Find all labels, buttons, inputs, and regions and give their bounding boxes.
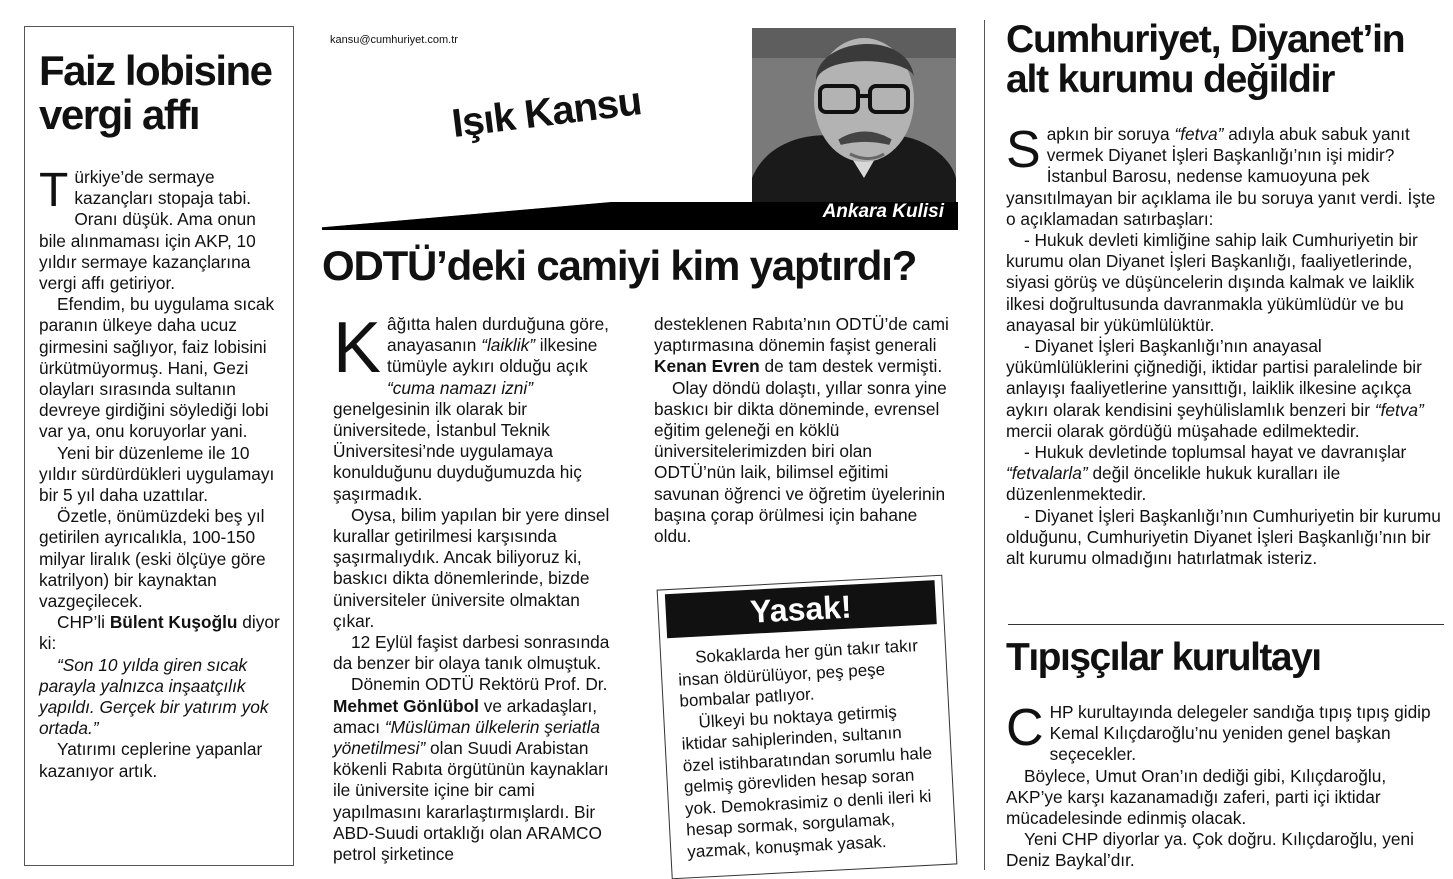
- paragraph-text: ilkesine tümüyle aykırı olduğu açık: [387, 335, 598, 377]
- paragraph-text: mercii olarak gördüğü müşahade edilmektedir.: [1006, 420, 1360, 441]
- paragraph-text: olan Suudi Arabistan kökenli Rabıta örgütünün kaynakları ile üniversite içine bir cami yapılmasını kararlaştırmışlardı. Bir ABD-Suudi ortaklığı olan ARAMCO petrol şirketince: [333, 738, 609, 865]
- paragraph-text: ve arkadaşları, amacı: [333, 695, 598, 737]
- main-article-column-1: [333, 308, 621, 865]
- column-header: [322, 28, 958, 230]
- left-column-box: [24, 26, 294, 866]
- paragraph: [1006, 336, 1444, 442]
- person-name: Mehmet Gönlübol: [333, 695, 479, 716]
- author-name: Işık Kansu: [449, 79, 644, 147]
- paragraph-text: desteklenen Rabıta’nın ODTÜ’de cami yaptırmasına dönemin faşist generali: [654, 314, 949, 356]
- paragraph-text: değil öncelikle hukuk kuralları ile düzenlenmektedir.: [1006, 463, 1341, 505]
- paragraph: [1006, 121, 1444, 179]
- paragraph: İstanbul Barosu, nedense kamuoyuna pek yansıtılmayan bir açıklama ile bu soruya yanıt verdi. İşte o açıklamadan satırbaşları:: [1006, 166, 1436, 229]
- drop-cap: S: [1006, 121, 1041, 179]
- paragraph-text: CHP’li: [57, 612, 110, 633]
- right-article-body: [1006, 121, 1444, 569]
- sidebar-box-body: [660, 624, 955, 864]
- paragraph: - Diyanet İşleri Başkanlığı’nın Cumhuriyetin bir kurumu olduğunu, Cumhuriyetin Diyanet İşleri Başkanlığı’nın bir alt kurumu olmadığını hatırlatmak isteriz.: [1006, 505, 1441, 569]
- paragraph-text: âğıtta halen durduğuna göre, anayasanın: [387, 314, 609, 356]
- quoted-term: “fetvalarla”: [1006, 463, 1088, 484]
- quoted-term: “fetva”: [1374, 399, 1424, 420]
- paragraph: [333, 308, 621, 505]
- paragraph-text: adıyla abuk sabuk yanıt vermek Diyanet İşleri Başkanlığı’nın işi midir?: [1046, 124, 1410, 166]
- section-label: Ankara Kulisi: [822, 201, 944, 222]
- paragraph: Yeni CHP diyorlar ya. Çok doğru. Kılıçdaroğlu, yeni Deniz Baykal’dır.: [1006, 829, 1414, 871]
- quote-text: “Son 10 yılda giren sıcak parayla yalnızca inşaatçılık yapıldı. Gerçek bir yatırım yok ortada.”: [39, 654, 269, 739]
- main-article-column-2: [654, 314, 954, 547]
- paragraph-text: genelgesinin ilk olarak bir üniversitede, İstanbul Teknik Üniversitesi’nde uygulamaya konulduğunu duyduğumuzda hiç şaşırmadık.: [333, 398, 582, 504]
- paragraph-text: ürkiye’de sermaye kazançları stopaja tabi. Oranı düşük. Ama onun bile alınmaması için AKP, 10 yıldır sermaye kazançlarına vergi affı getiriyor.: [39, 167, 256, 294]
- paragraph-text: - Hukuk devletinde toplumsal hayat ve davranışlar: [1024, 442, 1407, 463]
- paragraph: Efendim, bu uygulama sıcak paranın ülkeye daha ucuz girmesini sağlıyor, faiz lobisini ürkütmüyormuş. Hani, Gezi olayları sırasında sultanın devreye girdiğini söylediği lobi var ya, onu koruyorlar yani.: [39, 294, 275, 442]
- paragraph: Olay döndü dolaştı, yıllar sonra yine baskıcı bir dikta döneminde, evrensel eğitim geleneği en köklü üniversitelerimizden biri olan ODTÜ’nün laik, bilimsel eğitimi savunan öğrenci ve öğretim üyelerinin başına çorap örülmesi için bahane oldu.: [654, 377, 947, 547]
- person-name: Kenan Evren: [654, 356, 760, 377]
- paragraph: Yatırımı ceplerine yapanlar kazanıyor artık.: [39, 739, 263, 781]
- column-divider: [984, 20, 985, 870]
- quoted-term: “laiklik”: [481, 335, 535, 356]
- paragraph: Sokaklarda her gün takır takır insan öldürülüyor, peş peşe bombalar patlıyor.: [677, 636, 919, 711]
- left-headline: Faiz lobisine vergi affı: [39, 47, 272, 138]
- paragraph: [654, 314, 954, 378]
- paragraph: Böylece, Umut Oran’ın dediği gibi, Kılıçdaroğlu, AKP’ye karşı kazanamadığı zaferi, parti içi iktidar mücadelesinde edinmiş olacak.: [1006, 765, 1387, 829]
- paragraph: Oysa, bilim yapılan bir yere dinsel kurallar getirilmesi karşısında şaşırmalıydık. Ancak biliyoruz ki, baskıcı dikta dönemlerinde, bizde üniversiteler üniversite olmaktan çıkar.: [333, 504, 610, 631]
- left-article-body: [39, 164, 283, 782]
- paragraph: - Hukuk devleti kimliğine sahip laik Cumhuriyetin bir kurumu olan Diyanet İşleri Başkanlığı, faaliyetlerinde, siyasi görüş ve düşüncelerin dışında kalmak ve laiklik ilkesi doğrultusunda davranmakla yükümlüdür ve bu anayasal bir yükümlülüktür.: [1006, 230, 1418, 335]
- paragraph: [39, 612, 283, 654]
- right-headline-2: Tıpışçılar kurultayı: [1006, 636, 1321, 679]
- quoted-term: “Müslüman ülkelerin şeriatla yönetilmesi”: [333, 716, 601, 759]
- section-divider: [1008, 624, 1444, 625]
- paragraph: Yeni bir düzenleme ile 10 yıldır sürdürdükleri uygulamayı bir 5 yıl daha uzattılar.: [39, 442, 275, 506]
- sidebar-box-title: Yasak!: [665, 580, 937, 638]
- quoted-term: “fetva”: [1174, 124, 1224, 144]
- drop-cap: K: [333, 308, 382, 388]
- drop-cap: T: [39, 164, 69, 217]
- drop-cap: C: [1006, 699, 1044, 757]
- paragraph-text: de tam destek vermişti.: [759, 356, 943, 377]
- paragraph: Ülkeyi bu noktaya getirmiş iktidar sahiplerinden, sultanın özel istihbaratından sorumlu hale gelmiş görevliden hesap soran yok. Demokrasimiz o denli ileri ki hesap sormak, sorgulamak, yazmak, konuşmak yasak.: [681, 701, 933, 861]
- paragraph: [1006, 699, 1444, 766]
- paragraph-text: diyor ki:: [39, 612, 280, 654]
- paragraph: [39, 164, 283, 294]
- sidebar-box: [657, 575, 958, 879]
- person-name: Bülent Kuşoğlu: [109, 612, 238, 633]
- right-article-body-2: [1006, 699, 1444, 872]
- paragraph-text: HP kurultayında delegeler sandığa tıpış tıpış gidip Kemal Kılıçdaroğlu’nu yeniden genel başkan seçecekler.: [1049, 702, 1431, 765]
- paragraph-text: Dönemin ODTÜ Rektörü Prof. Dr.: [351, 674, 608, 695]
- right-headline: Cumhuriyet, Diyanet’in alt kurumu değildir: [1006, 18, 1405, 101]
- paragraph: [333, 674, 621, 865]
- author-email: kansu@cumhuriyet.com.tr: [330, 34, 458, 46]
- author-photo: [746, 28, 956, 230]
- paragraph-text: apkın bir soruya: [1046, 124, 1175, 144]
- paragraph: [1006, 442, 1444, 506]
- quoted-term: “cuma namazı izni”: [387, 377, 534, 398]
- paragraph: Özetle, önümüzdeki beş yıl getirilen ayrıcalıkla, 100-150 milyar liralık (eski ölçüye göre katrilyon) bir kaynaktan vazgeçilecek.: [39, 506, 266, 612]
- main-headline: ODTÜ’deki camiyi kim yaptırdı?: [322, 242, 917, 289]
- paragraph: 12 Eylül faşist darbesi sonrasında da benzer bir olaya tanık olmuştuk.: [333, 632, 610, 674]
- quote: [39, 655, 283, 740]
- paragraph-text: - Diyanet İşleri Başkanlığı’nın anayasal yükümlülüklerini çiğnediği, iktidar partisi paralelinde bir anlayışı faaliyetlerine yansıttığı, laiklik ilkesine açıkça aykırı olarak kendisini şeyhülislamlık benzeri bir: [1006, 336, 1422, 420]
